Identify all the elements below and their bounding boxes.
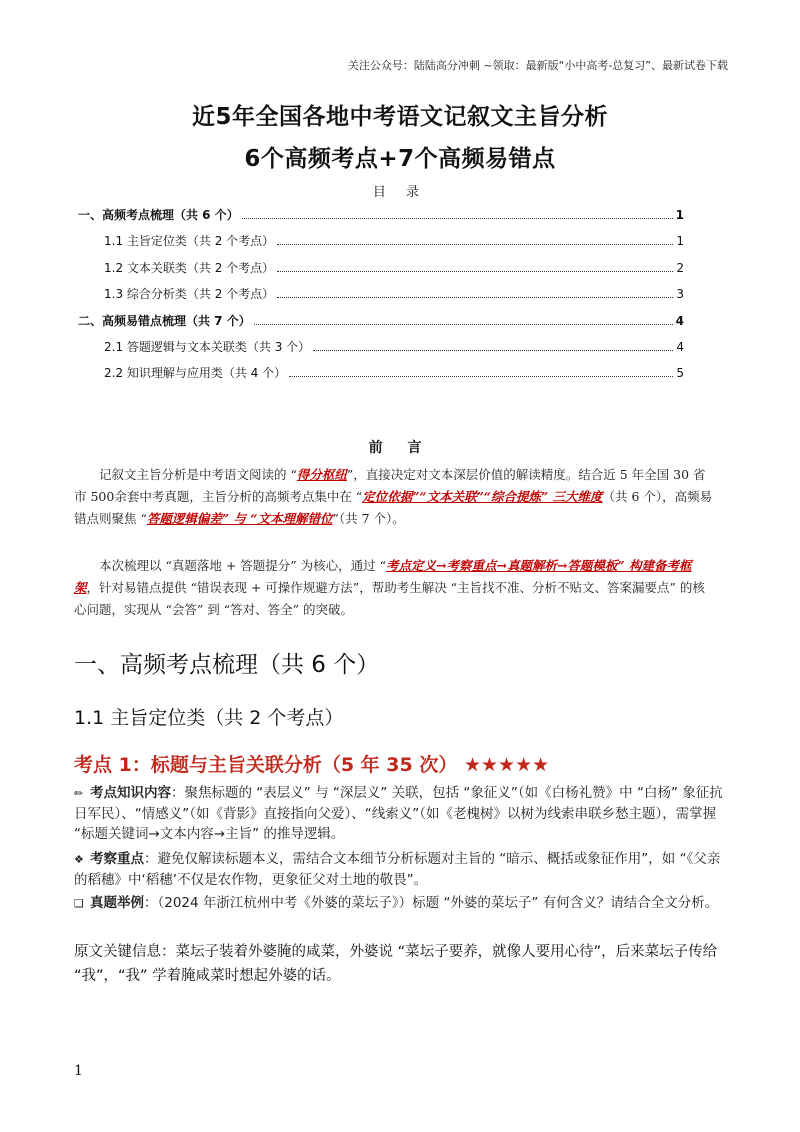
toc-entry[interactable] <box>78 232 684 258</box>
toc-entry[interactable] <box>78 338 684 364</box>
toc-entry-page: 4 <box>675 313 684 328</box>
example-text: ：（2024 年浙江杭州中考《外婆的菜坛子》）标题 “外婆的菜坛子” 有何含义？请结合全文分析。 <box>144 895 719 911</box>
checkbox-bullet-icon: ❑ <box>74 897 84 910</box>
toc-leader-dots <box>277 271 673 272</box>
text-run: ，针对易错点提供 “错误表现 + 可操作规避方法”，帮助考生解决 “主旨找不准、分析不贴文、答案漏要点” 的核心问题，实现从 “会答” 到 “答对、答全” 的突破。 <box>74 580 705 617</box>
toc-entry-page: 1 <box>675 208 684 222</box>
highlight-text: 考点定义→考察重点→真题解析→答题模板” 构建备考框架 <box>74 558 692 595</box>
highlight-text: 答题逻辑偏差” 与 “文本理解错位 <box>146 511 333 526</box>
table-of-contents <box>78 206 684 391</box>
text-run: ”，直接决定对文本深层价值的解读精度。结合近 5 年全国 30 省市 500余套中考真题，主旨分析的高频考点集中在 “ <box>74 467 706 504</box>
toc-entry-page: 4 <box>676 339 684 354</box>
page-number: 1 <box>74 1063 83 1079</box>
toc-entry-label: 1.1 主旨定位类（共 2 个考点） <box>104 234 275 249</box>
diamond-bullet-icon: ❖ <box>74 853 84 866</box>
subsection-heading: 1.1 主旨定位类（共 2 个考点） <box>74 707 344 729</box>
document-subtitle: 6个高频考点+7个高频易错点 <box>244 146 556 172</box>
toc-leader-dots <box>289 376 673 377</box>
toc-leader-dots <box>277 244 673 245</box>
example-block <box>74 893 724 914</box>
focus-block <box>74 849 724 890</box>
document-title: 近5年全国各地中考语文记叙文主旨分析 <box>191 104 608 130</box>
toc-entry-page: 3 <box>676 287 684 302</box>
text-run: 记叙文主旨分析是中考语文阅读的 “ <box>99 467 297 482</box>
toc-leader-dots <box>313 350 673 351</box>
toc-entry-label: 2.1 答题逻辑与文本关联类（共 3 个） <box>104 339 311 354</box>
toc-leader-dots <box>254 324 673 325</box>
highlight-text: 得分枢纽 <box>296 467 347 482</box>
foreword-paragraph <box>74 555 714 621</box>
toc-entry-page: 1 <box>676 234 684 249</box>
toc-entry[interactable] <box>78 206 684 232</box>
text-run: （共 6 个），高频易错点则聚焦 “ <box>74 489 713 526</box>
foreword-paragraph <box>74 464 714 530</box>
toc-entry[interactable] <box>78 312 684 338</box>
knowledge-block <box>74 783 724 844</box>
toc-entry-label: 一、高频考点梳理（共 6 个） <box>78 208 239 222</box>
source-text: 原文关键信息：菜坛子装着外婆腌的咸菜，外婆说 “菜坛子要养，就像人要用心待”，后来菜坛子传给 “我”，“我” 学着腌咸菜时想起外婆的话。 <box>74 944 718 984</box>
toc-entry-page: 5 <box>676 366 684 381</box>
keypoint-title: 考点 1：标题与主旨关联分析（5 年 35 次） <box>74 754 458 776</box>
toc-entry[interactable] <box>78 364 684 390</box>
toc-entry[interactable] <box>78 285 684 311</box>
toc-leader-dots <box>242 218 673 219</box>
foreword-title: 前 言 <box>368 440 432 456</box>
toc-entry-page: 2 <box>676 260 684 275</box>
highlight-text: 定位依据”“文本关联”“综合提炼” 三大维度 <box>362 489 603 504</box>
keypoint-heading <box>74 750 549 777</box>
pencil-icon: ✏ <box>74 787 84 800</box>
toc-entry-label: 二、高频易错点梳理（共 7 个） <box>78 313 251 328</box>
toc-heading: 目 录 <box>372 185 428 200</box>
text-run: ”（共 7 个）。 <box>332 511 405 526</box>
header-note: 关注公众号：陆陆高分冲刺 ~领取：最新版“小中高考-总复习”、最新试卷下载 <box>347 59 728 72</box>
toc-leader-dots <box>277 297 673 298</box>
section-heading: 一、高频考点梳理（共 6 个） <box>74 652 380 678</box>
focus-text: ：避免仅解读标题本义，需结合文本细节分析标题对主旨的 “暗示、概括或象征作用”，如 “《父亲的稻穗》中‘稻穗’不仅是农作物，更象征父对土地的敬畏”。 <box>74 851 721 888</box>
text-run: 本次梳理以 “真题落地 + 答题提分” 为核心，通过 “ <box>99 558 387 573</box>
toc-entry-label: 2.2 知识理解与应用类（共 4 个） <box>104 366 287 381</box>
focus-label: 考察重点 <box>90 851 144 867</box>
knowledge-text: ：聚焦标题的 “表层义” 与 “深层义” 关联，包括 “象征义”（如《白杨礼赞》中 “白杨” 象征抗日军民）、“情感义”（如《背影》直接指向父爱）、“线索义”（如《老槐树》以树为线索串联乡愁主题），需掌握 “标题关键词→文本内容→主旨” 的推导逻辑。 <box>74 785 723 842</box>
knowledge-label: 考点知识内容 <box>90 785 171 801</box>
toc-entry-label: 1.3 综合分析类（共 2 个考点） <box>104 287 275 302</box>
toc-entry-label: 1.2 文本关联类（共 2 个考点） <box>104 260 275 275</box>
toc-entry[interactable] <box>78 259 684 285</box>
example-label: 真题举例 <box>90 895 144 911</box>
rating-stars: ★★★★★ <box>463 754 550 776</box>
